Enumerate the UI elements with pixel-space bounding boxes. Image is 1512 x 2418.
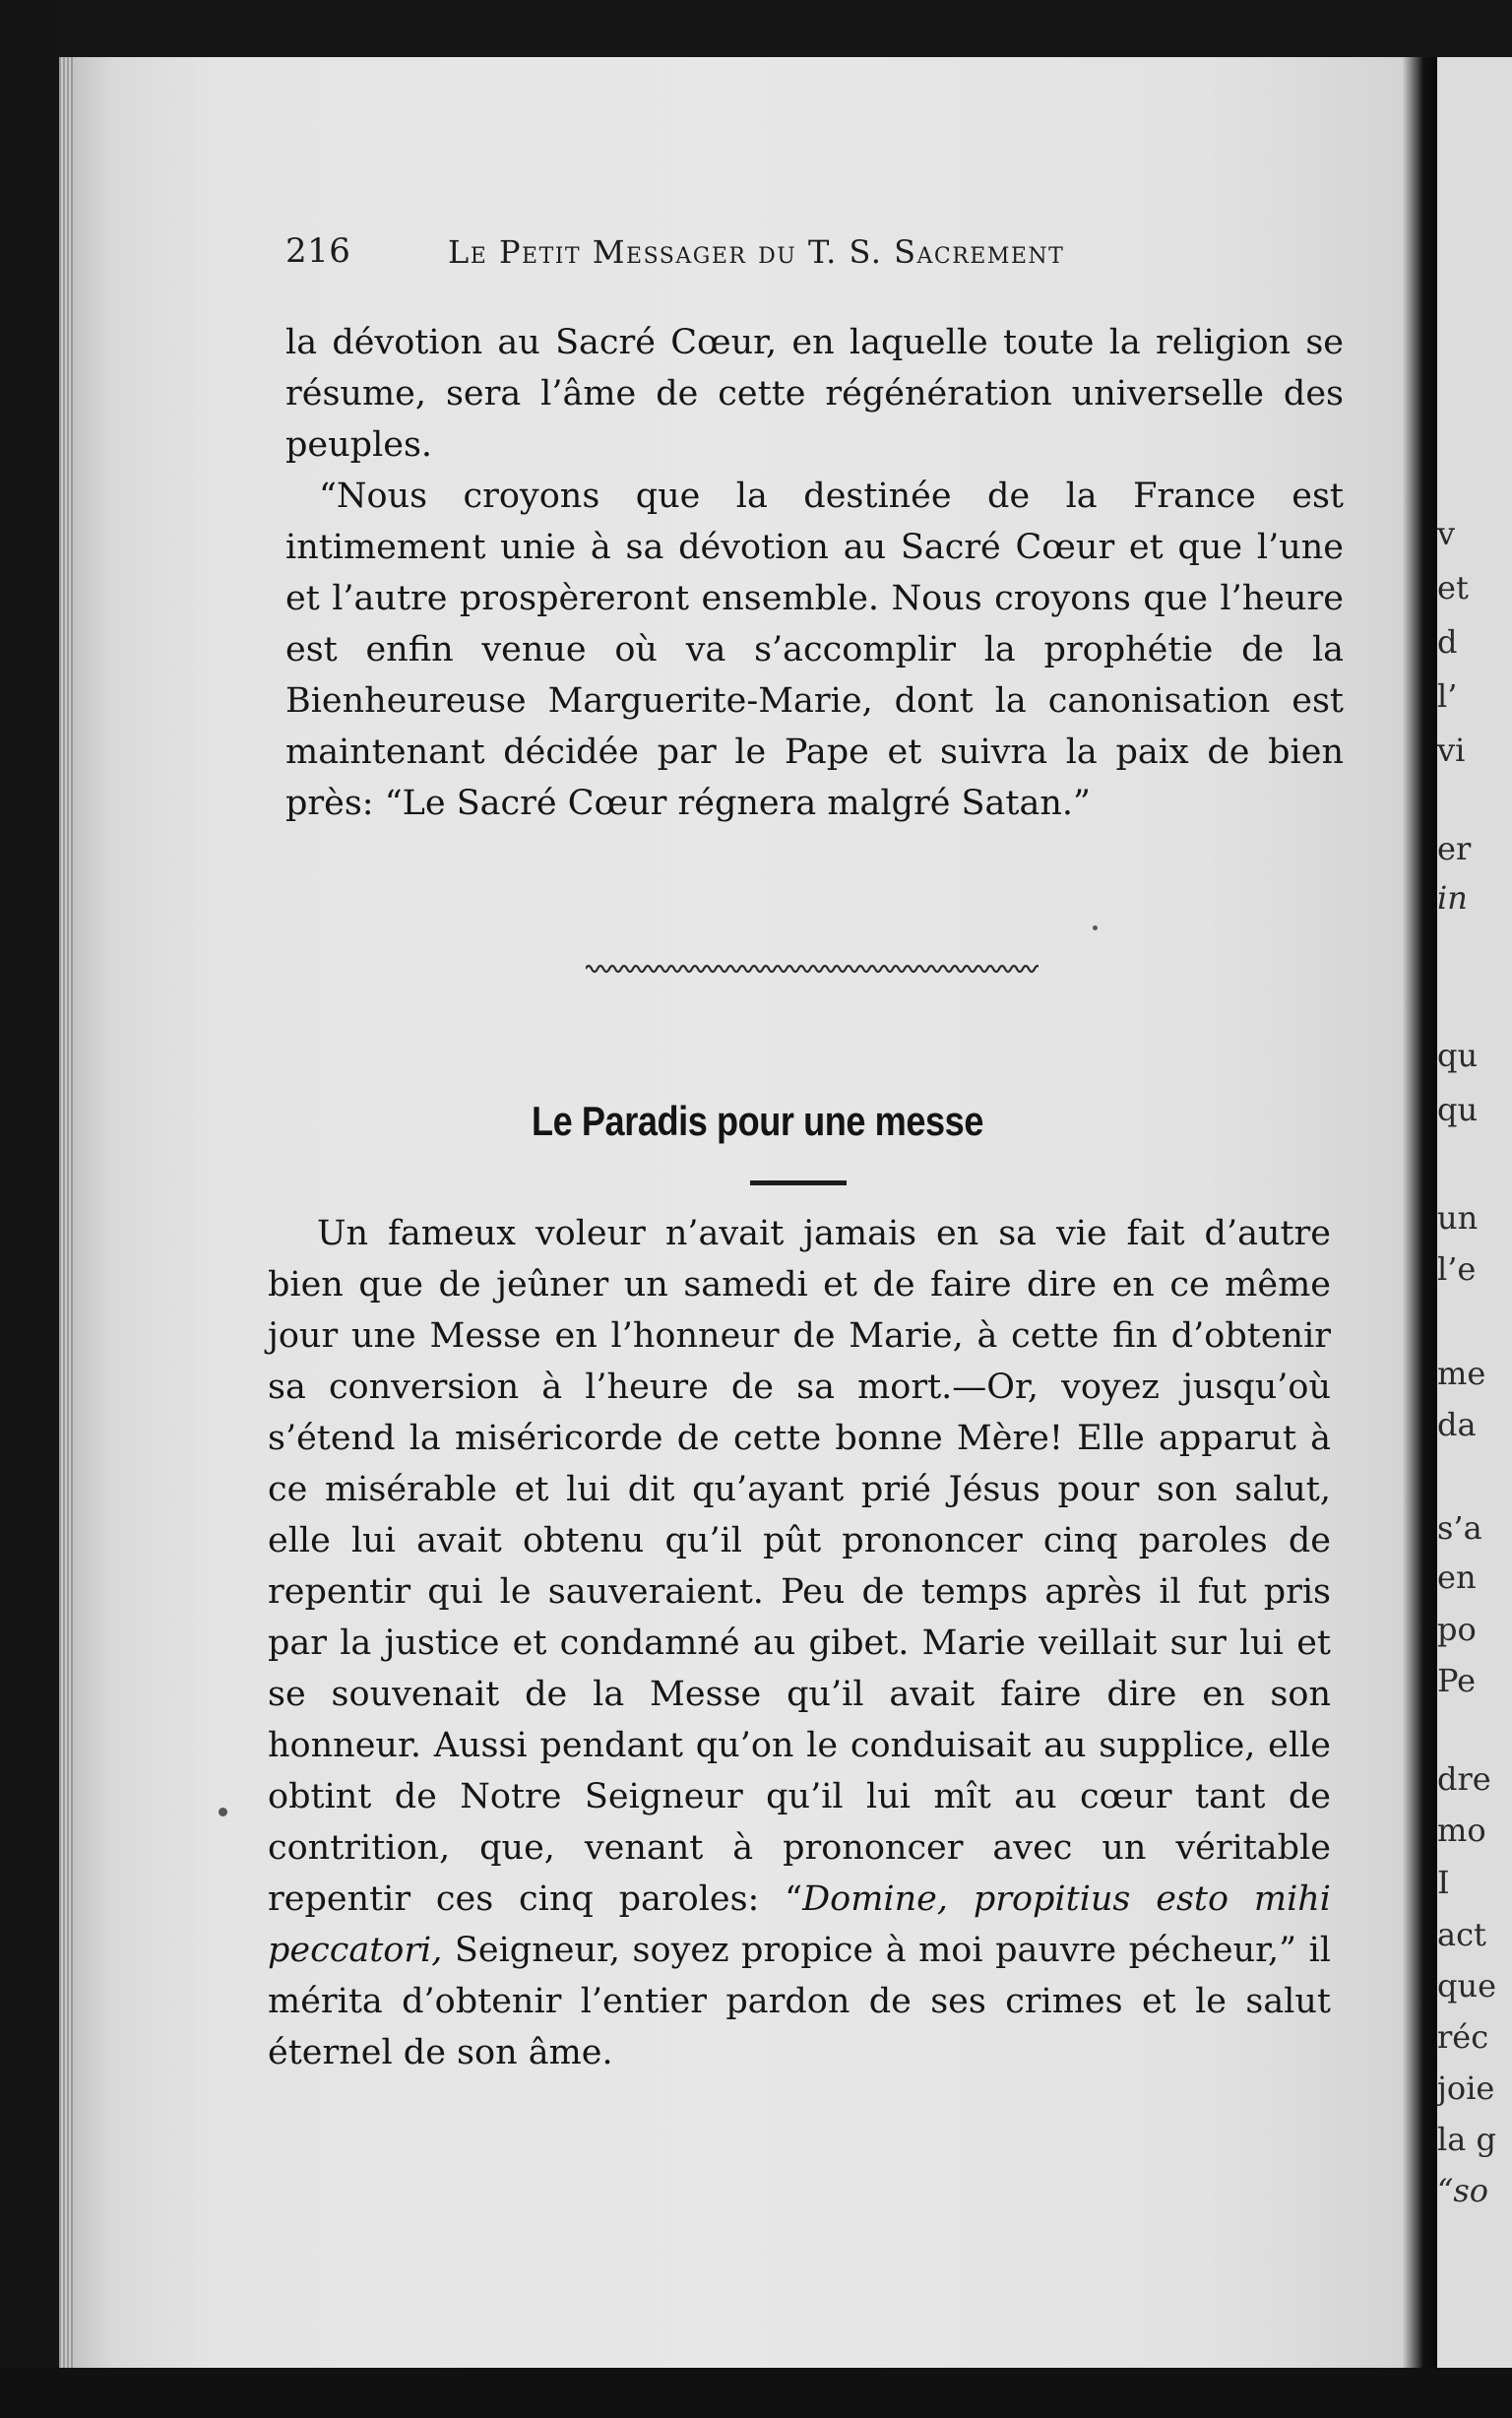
facing-page-text-fragment: me <box>1437 1355 1486 1392</box>
facing-page-text-fragment: en <box>1437 1559 1477 1596</box>
page-edge-stack <box>59 57 73 2368</box>
scan-speck <box>219 1808 227 1816</box>
article-body-text-end: Seigneur, soyez propice à moi pauvre pécheur,” il mérita d’obtenir l’entier pardon de ses crimes et le salut éternel de son âme. <box>268 1931 1331 2072</box>
facing-page-text-fragment: er <box>1437 830 1472 867</box>
facing-page-text-fragment: vi <box>1437 732 1466 769</box>
article-title: Le Paradis pour une messe <box>532 1098 983 1144</box>
wavy-divider-ornament <box>586 957 1039 981</box>
facing-page-text-fragment: mo <box>1437 1812 1486 1849</box>
facing-page-text-fragment: act <box>1437 1916 1486 1953</box>
facing-page-text-fragment: un <box>1437 1199 1479 1237</box>
facing-page-text-fragment: in <box>1437 879 1468 917</box>
facing-page-text-fragment: po <box>1437 1611 1477 1648</box>
scan-frame-bottom <box>0 2368 1512 2418</box>
book-gutter <box>1403 57 1437 2368</box>
scan-frame-left <box>0 0 59 2418</box>
paragraph-quotation: “Nous croyons que la destinée de la France est intimement unie à sa dévotion au Sacré Cœur et que l’une et l’autre prospèreront ensemble. Nous croyons que l’heure est enfin venue où va s’accomplir la prophétie de la Bienheureuse Marguerite-Marie, dont la canonisation est maintenant décidée par le Pape et suivra la paix de bien près: “Le Sacré Cœur régnera malgré Satan.” <box>285 477 1344 823</box>
facing-page-text-fragment: d <box>1437 623 1458 661</box>
facing-page-text-fragment: dre <box>1437 1760 1491 1798</box>
facing-page-text-fragment: et <box>1437 569 1469 606</box>
paragraph-continued: la dévotion au Sacré Cœur, en laquelle toute la religion se résume, sera l’âme de cette régénération universelle des peuples. <box>285 323 1344 465</box>
facing-page-fragment <box>1437 57 1512 2368</box>
article-body-text: Un fameux voleur n’avait jamais en sa vie fait d’autre bien que de jeûner un samedi et de faire dire en ce même jour une Messe en l’honneur de Marie, à cette fin d’obtenir sa conversion à l’heure de sa mort.—Or, voyez jusqu’où s’étend la miséricorde de cette bonne Mère! Elle apparut à ce misérable et lui dit qu’ayant prié Jésus pour son salut, elle lui avait obtenu qu’il pût prononcer cinq paroles de repentir qui le sauveraient. Peu de temps après il fut pris par la justice et condamné au gibet. Marie veillait sur lui et se souvenait de la Messe qu’il avait faire dire en son honneur. Aussi pendant qu’on le conduisait au supplice, elle obtint de Notre Seigneur qu’il lui mît au cœur tant de contrition, que, venant à prononcer avec un véritable repentir ces cinq paroles: “ <box>268 1214 1331 1919</box>
running-head <box>285 231 1201 281</box>
facing-page-text-fragment: la g <box>1437 2121 1496 2158</box>
facing-page-text-fragment: v <box>1437 515 1456 552</box>
facing-page-text-fragment: joie <box>1437 2069 1495 2107</box>
facing-page-text-fragment: que <box>1437 1967 1497 2004</box>
facing-page-text-fragment: I <box>1437 1864 1450 1901</box>
title-underline-rule <box>750 1180 847 1185</box>
scan-speck <box>1093 925 1098 930</box>
page-number: 216 <box>285 231 351 271</box>
facing-page-text-fragment: s’a <box>1437 1509 1482 1547</box>
facing-page-text-fragment: qu <box>1437 1037 1479 1074</box>
article-body <box>268 1208 1331 2078</box>
facing-page-text-fragment: réc <box>1437 2018 1489 2056</box>
facing-page-text-fragment: Pe <box>1437 1662 1477 1699</box>
facing-page-text-fragment: da <box>1437 1406 1477 1443</box>
scan-frame-top <box>0 0 1512 57</box>
latin-quote: Domine, propitius esto mihi peccatori, <box>268 1879 1331 1970</box>
facing-page-text-fragment: l’ <box>1437 677 1458 715</box>
publication-title: Le Petit Messager du T. S. Sacrement <box>448 233 1065 271</box>
facing-page-text-fragment: “so <box>1437 2172 1489 2209</box>
facing-page-text-fragment: l’e <box>1437 1250 1477 1288</box>
facing-page-text-fragment: qu <box>1437 1091 1479 1128</box>
